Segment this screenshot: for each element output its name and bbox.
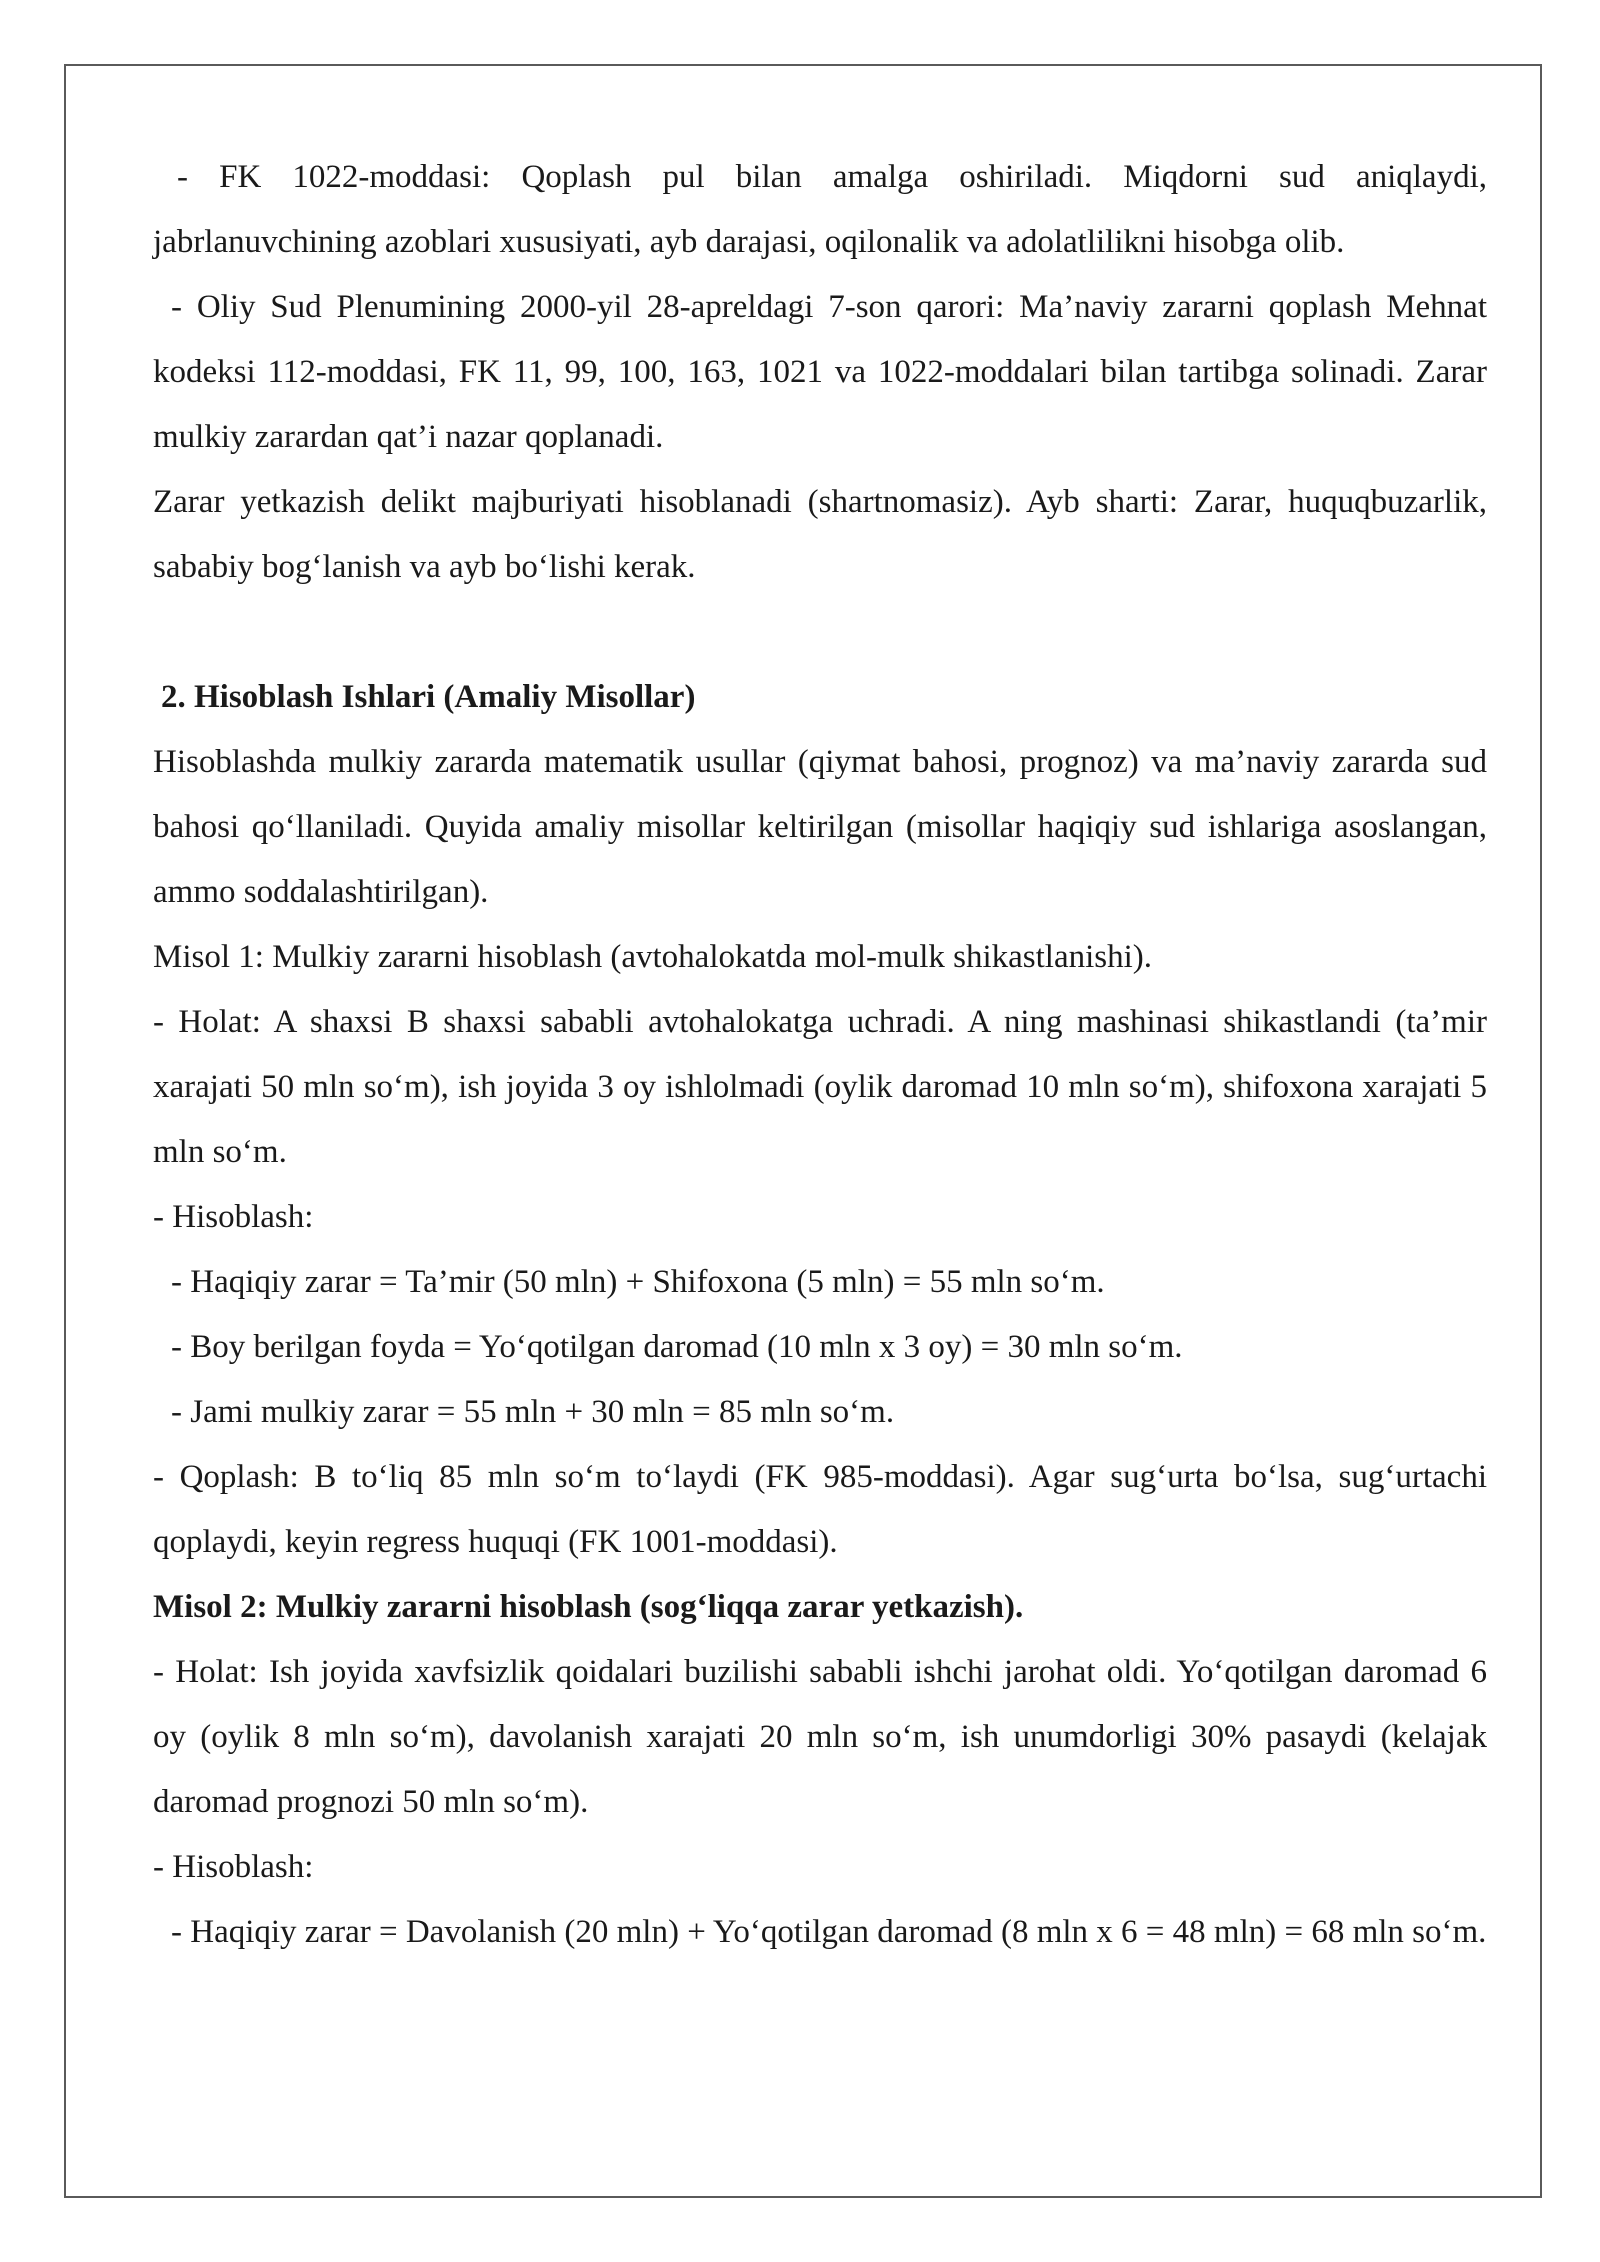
example-2-calc-line: - Haqiqiy zarar = Davolanish (20 mln) + Yo‘qotilgan daromad (8 mln x 6 = 48 mln) = 68 mln so‘m. — [171, 1914, 1487, 1950]
example-2-calc-label: - Hisoblash: — [153, 1849, 314, 1885]
example-1-calc-line: - Jami mulkiy zarar = 55 mln + 30 mln = 85 mln so‘m. — [171, 1394, 895, 1430]
paragraph-intro: Hisoblashda mulkiy zararda matematik usullar (qiymat bahosi, prognoz) va ma’naviy zararda sud bahosi qo‘llaniladi. Quyida amaliy misollar keltirilgan (misollar haqiqiy sud ishlariga asoslangan, ammo soddalashtirilgan). — [153, 744, 1487, 910]
document-body — [153, 145, 1487, 1965]
example-1-calc-label: - Hisoblash: — [153, 1199, 314, 1235]
example-2-title: Misol 2: Mulkiy zararni hisoblash (sog‘liqqa zarar yetkazish). — [153, 1589, 1024, 1625]
paragraph-delikt: Zarar yetkazish delikt majburiyati hisoblanadi (shartnomasiz). Ayb sharti: Zarar, huquqbuzarlik, sababiy bog‘lanish va ayb bo‘lishi kerak. — [153, 484, 1487, 585]
example-1-calc-line: - Haqiqiy zarar = Ta’mir (50 mln) + Shifoxona (5 mln) = 55 mln so‘m. — [171, 1264, 1105, 1300]
example-1-calc-line: - Boy berilgan foyda = Yo‘qotilgan daromad (10 mln x 3 oy) = 30 mln so‘m. — [171, 1329, 1183, 1365]
section-heading: 2. Hisoblash Ishlari (Amaliy Misollar) — [161, 679, 696, 715]
paragraph-plenum-decision: - Oliy Sud Plenumining 2000-yil 28-apreldagi 7-son qarori: Ma’naviy zararni qoplash Mehnat kodeksi 112-moddasi, FK 11, 99, 100, 163, 1021 va 1022-moddalari bilan tartibga solinadi. Zarar mulkiy zarardan qat’i nazar qoplanadi. — [153, 289, 1487, 455]
example-2-situation: - Holat: Ish joyida xavfsizlik qoidalari buzilishi sababli ishchi jarohat oldi. Yo‘qotilgan daromad 6 oy (oylik 8 mln so‘m), davolanish xarajati 20 mln so‘m, ish unumdorligi 30% pasaydi (kelajak daromad prognozi 50 mln so‘m). — [153, 1654, 1487, 1820]
blank-line — [153, 600, 1487, 665]
example-1-situation: - Holat: A shaxsi B shaxsi sababli avtohalokatga uchradi. A ning mashinasi shikastlandi (ta’mir xarajati 50 mln so‘m), ish joyida 3 oy ishlolmadi (oylik daromad 10 mln so‘m), shifoxona xarajati 5 mln so‘m. — [153, 1004, 1487, 1170]
example-1-title: Misol 1: Mulkiy zararni hisoblash (avtohalokatda mol-mulk shikastlanishi). — [153, 939, 1153, 975]
paragraph-fk-1022: - FK 1022-moddasi: Qoplash pul bilan amalga oshiriladi. Miqdorni sud aniqlaydi, jabrlanuvchining azoblari xususiyati, ayb darajasi, oqilonalik va adolatlilikni hisobga olib. — [153, 159, 1487, 260]
example-1-compensation: - Qoplash: B to‘liq 85 mln so‘m to‘laydi (FK 985-moddasi). Agar sug‘urta bo‘lsa, sug‘urtachi qoplaydi, keyin regress huquqi (FK 1001-moddasi). — [153, 1459, 1487, 1560]
